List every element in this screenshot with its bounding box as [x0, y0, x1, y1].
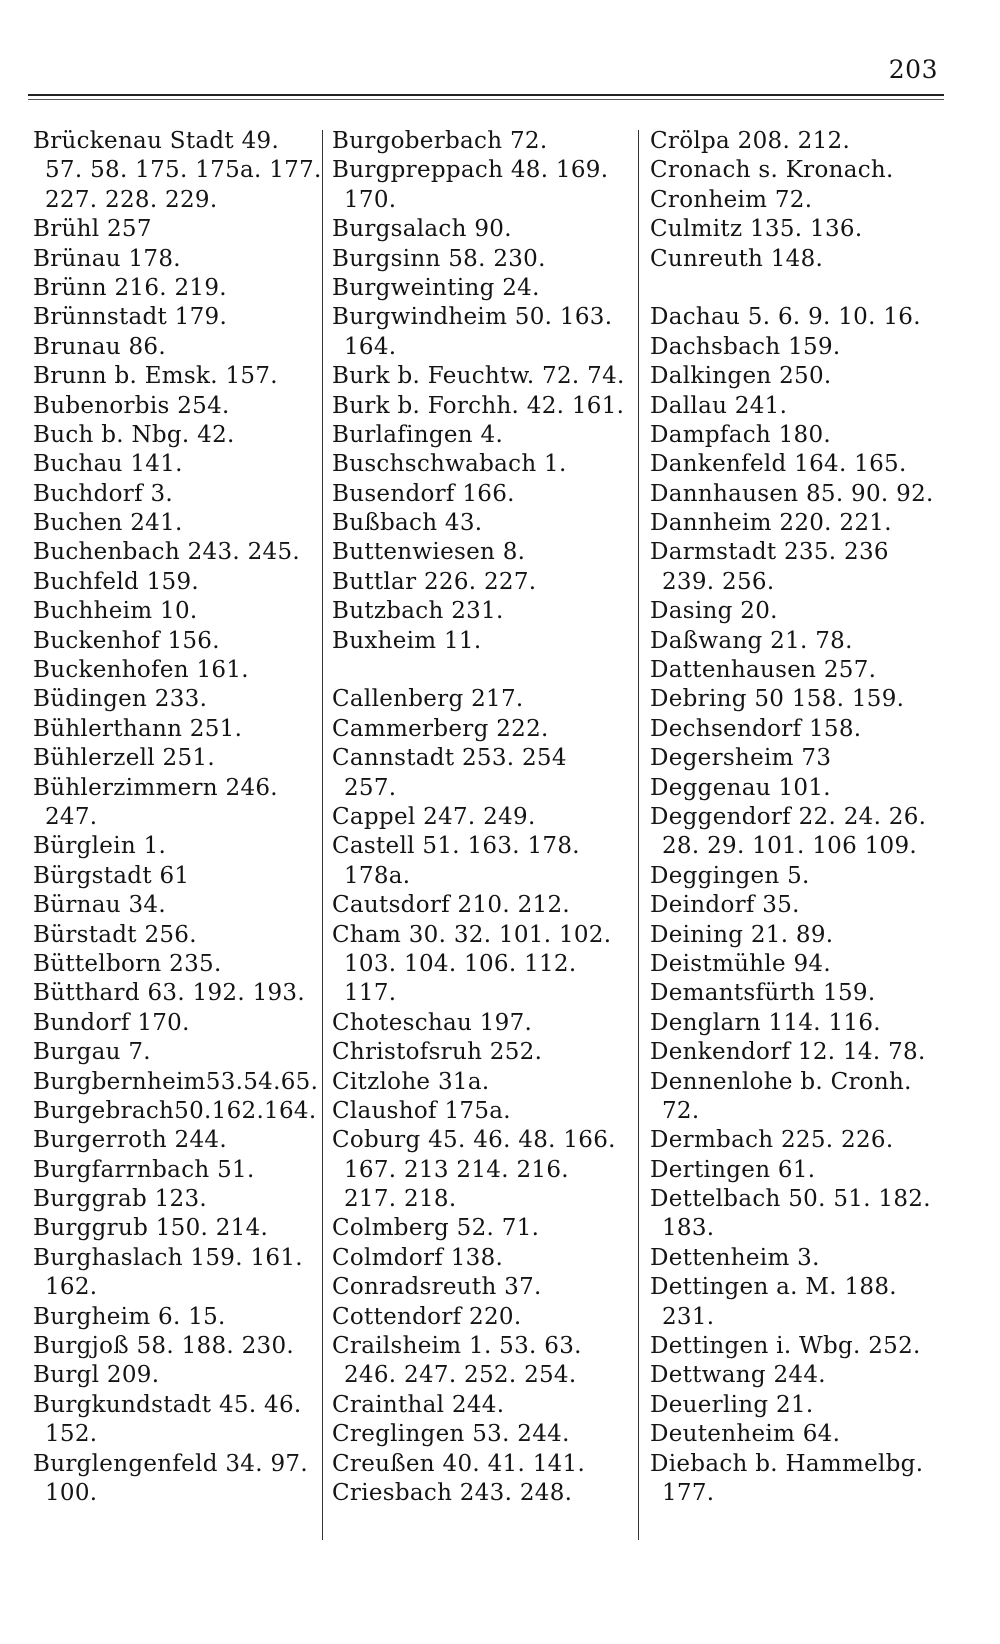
- index-entry: Denglarn 114. 116.: [650, 1009, 881, 1036]
- index-entry: Cannstadt 253. 254: [332, 745, 567, 772]
- index-entry: Bürstadt 256.: [33, 921, 197, 948]
- header-rule: [28, 94, 944, 96]
- index-entry-continuation: 57. 58. 175. 175a. 177.: [45, 157, 322, 184]
- index-entry: Buchdorf 3.: [33, 480, 174, 507]
- index-entry: Burgkundstadt 45. 46.: [33, 1391, 302, 1418]
- column-separator-2: [638, 130, 639, 1540]
- index-entry: Burgwindheim 50. 163.: [332, 304, 613, 331]
- index-entry: Bühlerthann 251.: [33, 715, 243, 742]
- index-entry: Brünnstadt 179.: [33, 304, 228, 331]
- index-entry: Deutenheim 64.: [650, 1421, 841, 1448]
- index-entry: Burggrab 123.: [33, 1186, 208, 1213]
- index-entry: Daßwang 21. 78.: [650, 627, 853, 654]
- index-entry: Dachsbach 159.: [650, 333, 841, 360]
- index-entry-continuation: 167. 213 214. 216.: [344, 1156, 569, 1183]
- index-entry: Buttlar 226. 227.: [332, 568, 537, 595]
- index-entry-continuation: 164.: [344, 333, 397, 360]
- index-entry: Crainthal 244.: [332, 1391, 505, 1418]
- index-entry: Deggendorf 22. 24. 26.: [650, 803, 927, 830]
- index-entry: Criesbach 243. 248.: [332, 1479, 573, 1506]
- index-entry-continuation: 72.: [662, 1097, 700, 1124]
- index-entry: Dalkingen 250.: [650, 363, 832, 390]
- index-entry: Burgoberbach 72.: [332, 128, 548, 154]
- index-entry: Cammerberg 222.: [332, 715, 549, 742]
- index-entry: Brünn 216. 219.: [33, 274, 227, 301]
- index-entry: Brühl 257: [33, 216, 152, 243]
- column-separator-1: [322, 130, 323, 1540]
- index-entry: Burglengenfeld 34. 97.: [33, 1450, 308, 1477]
- index-entry-continuation: 28. 29. 101. 106 109.: [662, 833, 918, 860]
- index-entry: Buxheim 11.: [332, 627, 482, 654]
- index-entry: [332, 656, 632, 685]
- index-entry: Burgbernheim53.54.65.: [33, 1068, 319, 1095]
- index-entry-continuation: 247.: [45, 803, 98, 830]
- index-entry: Burggrub 150. 214.: [33, 1215, 269, 1242]
- index-entry: Cunreuth 148.: [650, 245, 824, 272]
- index-entry: Burgebrach50.162.164.: [33, 1097, 317, 1124]
- index-entry: Crölpa 208. 212.: [650, 128, 851, 154]
- index-entry-continuation: 170.: [344, 186, 397, 213]
- index-entry: Crailsheim 1. 53. 63.: [332, 1333, 582, 1360]
- index-entry-continuation: 183.: [662, 1215, 715, 1242]
- index-entry: [650, 274, 970, 303]
- index-entry: Burgpreppach 48. 169.: [332, 157, 609, 184]
- index-entry: Christofsruh 252.: [332, 1039, 543, 1066]
- index-entry: Burgfarrnbach 51.: [33, 1156, 255, 1183]
- index-entry: Burk b. Forchh. 42. 161.: [332, 392, 625, 419]
- index-entry: Bühlerzell 251.: [33, 745, 215, 772]
- index-entry: Bütthard 63. 192. 193.: [33, 980, 305, 1007]
- index-entry: Buchheim 10.: [33, 598, 198, 625]
- index-column-2: [332, 127, 632, 1508]
- index-entry: Buckenhofen 161.: [33, 657, 249, 684]
- index-entry: Claushof 175a.: [332, 1097, 511, 1124]
- index-entry: Bühlerzimmern 246.: [33, 774, 278, 801]
- index-entry: Citzlohe 31a.: [332, 1068, 490, 1095]
- index-entry-continuation: 152.: [45, 1421, 98, 1448]
- index-entry: Cautsdorf 210. 212.: [332, 892, 570, 919]
- index-entry: Buchen 241.: [33, 510, 183, 537]
- index-entry-continuation: 103. 104. 106. 112.: [344, 950, 577, 977]
- index-entry: Degersheim 73: [650, 745, 832, 772]
- index-entry: Dattenhausen 257.: [650, 657, 877, 684]
- index-entry: Creußen 40. 41. 141.: [332, 1450, 586, 1477]
- index-entry: Dampfach 180.: [650, 421, 832, 448]
- index-entry-continuation: 246. 247. 252. 254.: [344, 1362, 577, 1389]
- index-column-1: [33, 127, 322, 1508]
- index-entry: Diebach b. Hammelbg.: [650, 1450, 924, 1477]
- index-entry: Burgweinting 24.: [332, 274, 540, 301]
- index-entry: Bundorf 170.: [33, 1009, 190, 1036]
- index-entry: Deuerling 21.: [650, 1391, 814, 1418]
- index-entry: Culmitz 135. 136.: [650, 216, 863, 243]
- index-entry-continuation: 162.: [45, 1274, 98, 1301]
- index-entry: Castell 51. 163. 178.: [332, 833, 580, 860]
- index-entry-continuation: 217. 218.: [344, 1186, 457, 1213]
- header-rule-thin: [28, 99, 944, 100]
- index-entry-continuation: 100.: [45, 1479, 98, 1506]
- index-entry: Burgjoß 58. 188. 230.: [33, 1333, 295, 1360]
- index-entry: Deining 21. 89.: [650, 921, 834, 948]
- index-entry: Colmdorf 138.: [332, 1244, 504, 1271]
- index-entry: Callenberg 217.: [332, 686, 524, 713]
- index-entry: Coburg 45. 46. 48. 166.: [332, 1127, 616, 1154]
- index-entry: Büdingen 233.: [33, 686, 208, 713]
- index-entry: Dachau 5. 6. 9. 10. 16.: [650, 304, 921, 331]
- index-entry-continuation: 257.: [344, 774, 397, 801]
- index-entry: Deggenau 101.: [650, 774, 831, 801]
- index-entry: Burgsinn 58. 230.: [332, 245, 546, 272]
- index-entry: Bürgstadt 61: [33, 862, 190, 889]
- index-entry: Buchau 141.: [33, 451, 183, 478]
- index-entry-continuation: 178a.: [344, 862, 411, 889]
- index-entry: Dennenlohe b. Cronh.: [650, 1068, 912, 1095]
- index-entry-continuation: 231.: [662, 1303, 715, 1330]
- index-entry: Debring 50 158. 159.: [650, 686, 905, 713]
- index-entry: Brünau 178.: [33, 245, 181, 272]
- index-entry-continuation: 117.: [344, 980, 397, 1007]
- index-entry: Busendorf 166.: [332, 480, 515, 507]
- index-entry: Cottendorf 220.: [332, 1303, 522, 1330]
- index-entry: Buchenbach 243. 245.: [33, 539, 301, 566]
- index-entry: Creglingen 53. 244.: [332, 1421, 570, 1448]
- index-entry: Cham 30. 32. 101. 102.: [332, 921, 612, 948]
- index-entry: Choteschau 197.: [332, 1009, 533, 1036]
- index-entry: Burgerroth 244.: [33, 1127, 227, 1154]
- index-entry: Deggingen 5.: [650, 862, 810, 889]
- index-entry: Burgau 7.: [33, 1039, 151, 1066]
- index-entry: Buttenwiesen 8.: [332, 539, 526, 566]
- index-entry: Buschschwabach 1.: [332, 451, 567, 478]
- index-entry: Cronach s. Kronach.: [650, 157, 894, 184]
- index-entry: Dechsendorf 158.: [650, 715, 862, 742]
- index-entry: Dettenheim 3.: [650, 1244, 820, 1271]
- index-entry: Colmberg 52. 71.: [332, 1215, 540, 1242]
- index-entry: Burgheim 6. 15.: [33, 1303, 226, 1330]
- index-entry: Butzbach 231.: [332, 598, 504, 625]
- index-entry: Dettingen a. M. 188.: [650, 1274, 897, 1301]
- index-entry: Cappel 247. 249.: [332, 803, 536, 830]
- index-entry: Burlafingen 4.: [332, 421, 504, 448]
- index-entry: Dannheim 220. 221.: [650, 510, 892, 537]
- index-entry: Brunau 86.: [33, 333, 166, 360]
- index-entry: Denkendorf 12. 14. 78.: [650, 1039, 926, 1066]
- index-entry: Dettelbach 50. 51. 182.: [650, 1186, 931, 1213]
- index-entry: Demantsfürth 159.: [650, 980, 876, 1007]
- index-entry: Dermbach 225. 226.: [650, 1127, 894, 1154]
- page-number: 203: [888, 55, 938, 84]
- index-entry: Burgl 209.: [33, 1362, 160, 1389]
- index-entry: Bubenorbis 254.: [33, 392, 230, 419]
- index-entry-continuation: 239. 256.: [662, 568, 775, 595]
- index-entry: Bürglein 1.: [33, 833, 167, 860]
- index-entry: Bußbach 43.: [332, 510, 483, 537]
- index-entry: Buch b. Nbg. 42.: [33, 421, 235, 448]
- index-entry: Dettingen i. Wbg. 252.: [650, 1333, 921, 1360]
- index-entry-continuation: 227. 228. 229.: [45, 186, 218, 213]
- index-entry: Buchfeld 159.: [33, 568, 200, 595]
- index-entry: Dasing 20.: [650, 598, 778, 625]
- index-entry-continuation: 177.: [662, 1479, 715, 1506]
- index-entry: Burgsalach 90.: [332, 216, 512, 243]
- index-entry: Darmstadt 235. 236: [650, 539, 889, 566]
- index-entry: Burk b. Feuchtw. 72. 74.: [332, 363, 625, 390]
- index-entry: Büttelborn 235.: [33, 950, 222, 977]
- index-entry: Brunn b. Emsk. 157.: [33, 363, 278, 390]
- index-entry: Dannhausen 85. 90. 92.: [650, 480, 934, 507]
- index-entry: Deindorf 35.: [650, 892, 800, 919]
- index-entry: Deistmühle 94.: [650, 950, 831, 977]
- index-entry: Burghaslach 159. 161.: [33, 1244, 303, 1271]
- index-entry: Dettwang 244.: [650, 1362, 826, 1389]
- index-entry: Brückenau Stadt 49.: [33, 128, 280, 154]
- index-entry: Buckenhof 156.: [33, 627, 220, 654]
- index-entry: Dankenfeld 164. 165.: [650, 451, 907, 478]
- index-column-3: [650, 127, 970, 1508]
- index-entry: Dallau 241.: [650, 392, 788, 419]
- index-entry: Cronheim 72.: [650, 186, 813, 213]
- index-entry: Dertingen 61.: [650, 1156, 816, 1183]
- index-entry: Conradsreuth 37.: [332, 1274, 542, 1301]
- index-entry: Bürnau 34.: [33, 892, 166, 919]
